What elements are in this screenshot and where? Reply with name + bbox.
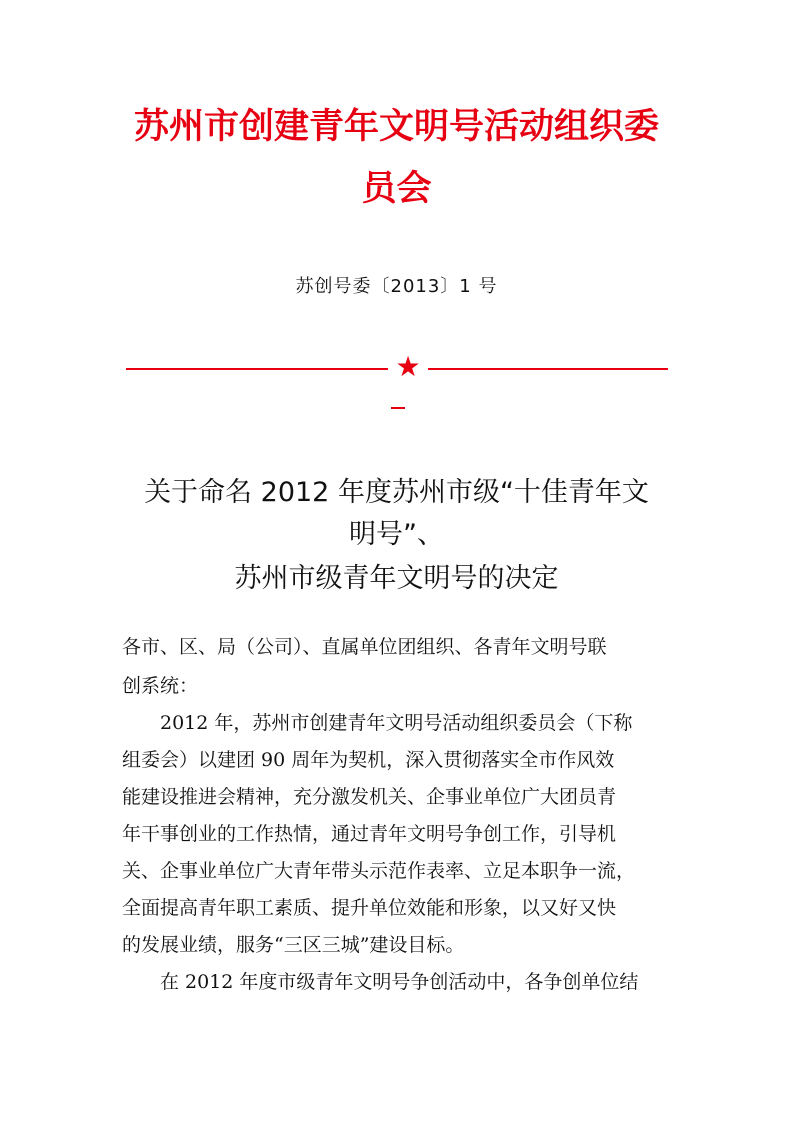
paragraph-line: 能建设推进会精神，充分激发机关、企事业单位广大团员青	[122, 786, 617, 808]
salutation-line: 创系统：	[122, 675, 199, 697]
red-star-icon: ★	[395, 350, 421, 383]
paragraph-line: 的发展业绩，服务“三区三城”建设目标。	[122, 934, 465, 956]
issuer-name-line-2: 员会	[361, 169, 432, 209]
decision-title-line-3: 苏州市级青年文明号的决定	[234, 563, 559, 594]
paragraph-line: 2012 年，苏州市创建青年文明号活动组织委员会（下称	[160, 712, 633, 734]
decision-title-line-1: 关于命名 2012 年度苏州市级“十佳青年文	[144, 477, 649, 508]
paragraph-line: 关、企事业单位广大青年带头示范作表率、立足本职争一流，	[122, 860, 636, 882]
decision-title-line-2: 明号”、	[349, 519, 444, 550]
paragraph-line: 组委会）以建团 90 周年为契机，深入贯彻落实全市作风效	[122, 749, 615, 771]
paragraph-line: 年干事创业的工作热情，通过青年文明号争创工作，引导机	[122, 823, 617, 845]
issuer-name-line-1: 苏州市创建青年文明号活动组织委	[133, 107, 659, 147]
separator-line-tail	[391, 407, 405, 409]
salutation-line: 各市、区、局（公司）、直属单位团组织、各青年文明号联	[122, 636, 607, 658]
paragraph-line: 全面提高青年职工素质、提升单位效能和形象，以又好又快	[122, 897, 617, 919]
document-number: 苏创号委〔2013〕1 号	[295, 276, 498, 297]
separator-line-left	[126, 368, 388, 370]
separator-line-right	[428, 368, 668, 370]
paragraph-line: 在 2012 年度市级青年文明号争创活动中，各争创单位结	[160, 971, 639, 993]
red-separator	[126, 352, 668, 382]
